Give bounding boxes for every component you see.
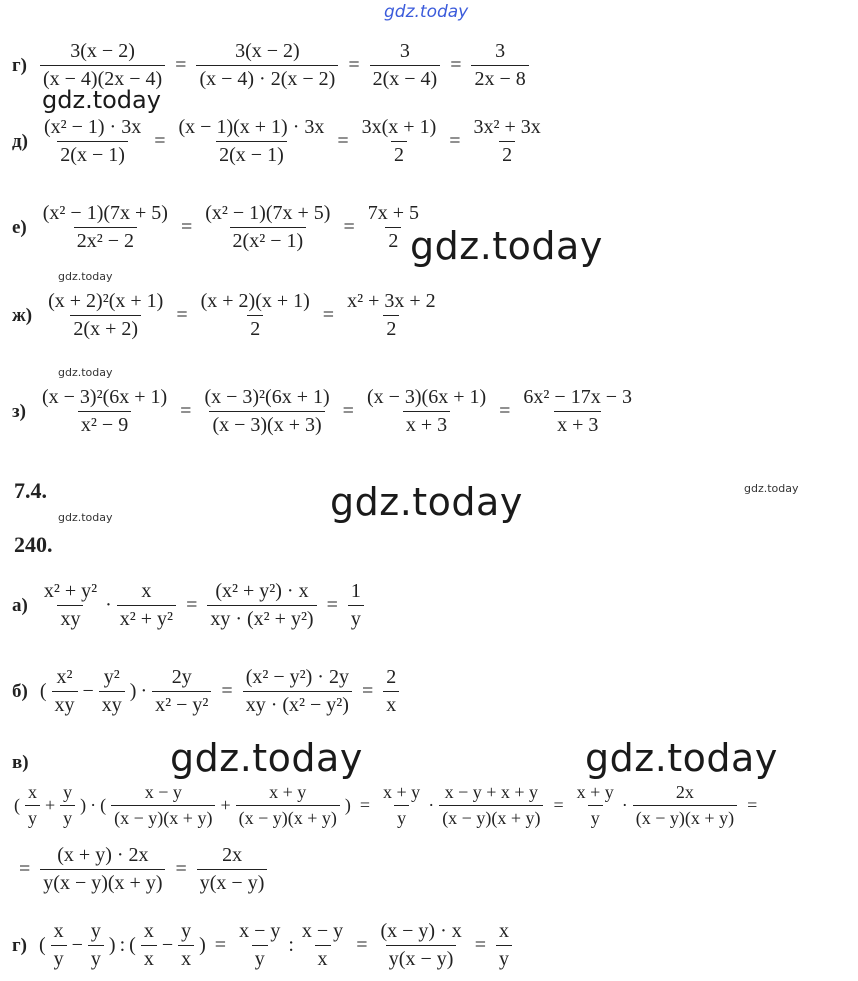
equals-sign: = xyxy=(361,680,374,702)
fraction xyxy=(99,666,125,717)
fraction xyxy=(380,782,423,829)
denominator: y xyxy=(394,805,409,829)
watermark: gdz.today xyxy=(58,511,113,524)
fraction xyxy=(51,920,67,971)
item-label: д) xyxy=(12,130,28,152)
denominator: y xyxy=(60,805,75,829)
numerator: x − y xyxy=(239,920,281,942)
equation-line-g1 xyxy=(12,40,532,91)
numerator: x − y xyxy=(144,782,182,802)
watermark: gdz.today xyxy=(744,482,799,495)
equation-line-v1 xyxy=(12,782,764,829)
fraction xyxy=(365,202,422,253)
equation-line-d xyxy=(12,116,547,167)
fraction xyxy=(117,580,176,631)
fraction xyxy=(471,40,528,91)
denominator: xy xyxy=(52,691,78,717)
numerator: 3x(x + 1) xyxy=(361,116,437,138)
equals-sign: = xyxy=(154,130,166,152)
division-sign: : xyxy=(119,934,126,956)
fraction xyxy=(299,920,346,971)
numerator: x xyxy=(143,920,154,942)
denominator: 2(x + 2) xyxy=(70,315,141,341)
numerator: (x − y) · x xyxy=(380,920,462,942)
equals-sign: = xyxy=(221,680,233,702)
numerator: x xyxy=(53,920,64,942)
numerator: x xyxy=(499,920,510,942)
watermark: gdz.today xyxy=(585,736,778,780)
fraction xyxy=(152,666,211,717)
numerator: (x² − 1) · 3x xyxy=(43,116,142,138)
numerator: x + y xyxy=(383,782,421,802)
item-label: ж) xyxy=(12,304,33,326)
numerator: (x − 3)(6x + 1) xyxy=(366,386,487,408)
numerator: (x² − y²) · 2y xyxy=(245,666,349,688)
fraction xyxy=(370,40,441,91)
denominator: 2x − 8 xyxy=(471,65,528,91)
minus-sign: − xyxy=(161,934,174,956)
item-label: г) xyxy=(12,934,27,956)
denominator: (x − 3)(x + 3) xyxy=(209,411,324,437)
numerator: x² + y² xyxy=(43,580,98,602)
item-label: а) xyxy=(12,594,28,616)
fraction xyxy=(439,782,543,829)
paren-open: ( xyxy=(38,934,46,956)
numerator: y² xyxy=(103,666,120,688)
fraction xyxy=(178,920,194,971)
equals-sign: = xyxy=(348,54,360,76)
numerator: 7x + 5 xyxy=(367,202,420,224)
section-heading: 7.4. xyxy=(14,478,47,503)
numerator: x² + 3x + 2 xyxy=(347,290,436,312)
fraction xyxy=(383,666,399,717)
equals-sign: = xyxy=(322,304,335,326)
paren-close: ) xyxy=(129,680,137,702)
fraction xyxy=(243,666,352,717)
numerator: (x + 2)²(x + 1) xyxy=(48,290,164,312)
denominator: (x − y)(x + y) xyxy=(111,805,215,829)
fraction xyxy=(197,844,268,895)
numerator: (x − 1)(x + 1) · 3x xyxy=(178,116,325,138)
denominator: 2 xyxy=(385,227,401,253)
numerator: 3x² + 3x xyxy=(473,116,541,138)
numerator: 3 xyxy=(495,40,506,62)
denominator: y(x − y)(x + y) xyxy=(40,869,165,895)
denominator: (x − y)(x + y) xyxy=(439,805,543,829)
fraction xyxy=(41,116,144,167)
fraction xyxy=(176,116,328,167)
multiply-sign: · xyxy=(428,795,435,815)
equals-sign: = xyxy=(176,304,188,326)
equals-sign: = xyxy=(19,858,31,880)
fraction xyxy=(198,290,313,341)
equals-sign: = xyxy=(356,934,368,956)
denominator: x² − y² xyxy=(152,691,211,717)
denominator: 2 xyxy=(383,315,399,341)
denominator: xy · (x² + y²) xyxy=(207,605,316,631)
denominator: 2(x − 1) xyxy=(57,141,128,167)
item-label: б) xyxy=(12,680,28,702)
minus-sign: − xyxy=(82,680,94,702)
fraction xyxy=(40,844,165,895)
equation-line-v-label xyxy=(12,752,39,774)
denominator: 2(x − 4) xyxy=(370,65,441,91)
fraction xyxy=(45,290,166,341)
fraction xyxy=(344,290,439,341)
equation-line-g2 xyxy=(12,920,515,971)
numerator: 2 xyxy=(386,666,397,688)
numerator: 1 xyxy=(350,580,361,602)
denominator: x xyxy=(178,945,194,971)
equals-sign: = xyxy=(499,400,511,422)
denominator: x² + y² xyxy=(117,605,176,631)
fraction xyxy=(39,386,170,437)
numerator: 3 xyxy=(399,40,410,62)
fraction xyxy=(41,580,100,631)
denominator: y xyxy=(588,805,603,829)
denominator: 2(x − 1) xyxy=(216,141,287,167)
equals-sign: = xyxy=(449,130,461,152)
numerator: x² xyxy=(56,666,73,688)
numerator: x xyxy=(28,782,37,802)
paren-open: ( xyxy=(39,680,47,702)
minus-sign: − xyxy=(71,934,83,956)
fraction xyxy=(207,580,316,631)
numerator: (x + y) · 2x xyxy=(57,844,149,866)
numerator: (x² + y²) · x xyxy=(215,580,309,602)
denominator: (x − y)(x + y) xyxy=(236,805,340,829)
multiply-sign: · xyxy=(90,795,97,815)
multiply-sign: · xyxy=(140,680,148,702)
numerator: 6x² − 17x − 3 xyxy=(523,386,632,408)
item-label: е) xyxy=(12,216,27,238)
fraction xyxy=(196,40,338,91)
fraction xyxy=(377,920,464,971)
numerator: x − y + x + y xyxy=(444,782,539,802)
denominator: x + 3 xyxy=(403,411,450,437)
multiply-sign: · xyxy=(621,795,628,815)
fraction xyxy=(25,782,40,829)
equals-sign: = xyxy=(180,216,193,238)
denominator: xy · (x² − y²) xyxy=(243,691,352,717)
numerator: 2x xyxy=(222,844,243,866)
fraction xyxy=(202,202,333,253)
numerator: (x − 3)²(6x + 1) xyxy=(41,386,168,408)
equals-sign: = xyxy=(342,400,354,422)
equals-sign: = xyxy=(337,130,349,152)
fraction xyxy=(88,920,104,971)
denominator: 2 xyxy=(499,141,515,167)
fraction xyxy=(236,920,283,971)
denominator: x xyxy=(383,691,399,717)
denominator: y xyxy=(88,945,104,971)
denominator: xy xyxy=(99,691,125,717)
watermark-top: gdz.today xyxy=(384,2,469,22)
item-label: в) xyxy=(12,752,29,773)
equals-sign: = xyxy=(747,795,758,815)
equals-sign: = xyxy=(186,594,198,616)
denominator: (x − 4) · 2(x − 2) xyxy=(196,65,338,91)
denominator: y xyxy=(25,805,40,829)
paren-close: ) xyxy=(344,795,351,815)
paren-open: ( xyxy=(100,795,107,815)
numerator: x + y xyxy=(576,782,614,802)
numerator: 2y xyxy=(171,666,192,688)
fraction xyxy=(40,40,165,91)
numerator: x xyxy=(141,580,152,602)
fraction xyxy=(348,580,364,631)
fraction xyxy=(201,386,332,437)
watermark: gdz.today xyxy=(170,736,363,780)
denominator: (x − 4)(2x − 4) xyxy=(40,65,165,91)
denominator: y(x − y) xyxy=(197,869,268,895)
equation-line-zh xyxy=(12,290,442,341)
equation-line-b xyxy=(12,666,402,717)
fraction xyxy=(359,116,440,167)
fraction xyxy=(52,666,78,717)
equals-sign: = xyxy=(175,858,187,880)
item-label: г) xyxy=(12,54,27,76)
denominator: x xyxy=(315,945,331,971)
paren-close: ) xyxy=(108,934,116,956)
fraction xyxy=(471,116,544,167)
numerator: 3(x − 2) xyxy=(235,40,300,62)
watermark: gdz.today xyxy=(410,224,603,268)
multiply-sign: · xyxy=(105,594,112,616)
equals-sign: = xyxy=(343,216,355,238)
denominator: (x − y)(x + y) xyxy=(633,805,737,829)
fraction xyxy=(236,782,340,829)
denominator: 2x² − 2 xyxy=(74,227,137,253)
equation-line-a xyxy=(12,580,367,631)
watermark: gdz.today xyxy=(330,480,523,524)
denominator: x + 3 xyxy=(554,411,601,437)
denominator: x xyxy=(141,945,157,971)
equals-sign: = xyxy=(553,795,564,815)
denominator: y xyxy=(51,945,67,971)
fraction xyxy=(496,920,512,971)
denominator: y xyxy=(252,945,268,971)
fraction xyxy=(633,782,737,829)
numerator: 3(x − 2) xyxy=(70,40,135,62)
equation-line-e xyxy=(12,202,425,253)
plus-sign: + xyxy=(220,795,231,815)
watermark: gdz.today xyxy=(58,366,113,379)
denominator: y(x − y) xyxy=(386,945,457,971)
numerator: x + y xyxy=(269,782,307,802)
fraction xyxy=(364,386,489,437)
equation-line-z xyxy=(12,386,638,437)
fraction xyxy=(141,920,157,971)
numerator: (x − 3)²(6x + 1) xyxy=(204,386,330,408)
fraction xyxy=(111,782,215,829)
paren-close: ) xyxy=(199,934,206,956)
equals-sign: = xyxy=(175,54,187,76)
plus-sign: + xyxy=(45,795,56,815)
denominator: 2(x² − 1) xyxy=(230,227,307,253)
denominator: y xyxy=(496,945,512,971)
division-sign: : xyxy=(288,934,294,956)
denominator: 2 xyxy=(391,141,407,167)
equals-sign: = xyxy=(474,934,487,956)
equals-sign: = xyxy=(326,594,338,616)
numerator: (x² − 1)(7x + 5) xyxy=(42,202,168,224)
fraction xyxy=(520,386,635,437)
numerator: (x² − 1)(7x + 5) xyxy=(205,202,331,224)
watermark: gdz.today xyxy=(42,86,161,114)
paren-open: ( xyxy=(129,934,136,956)
denominator: x² − 9 xyxy=(78,411,131,437)
fraction xyxy=(40,202,171,253)
problem-number: 240. xyxy=(14,532,53,557)
equals-sign: = xyxy=(450,54,462,76)
paren-close: ) xyxy=(80,795,87,815)
equation-line-v2 xyxy=(12,844,270,895)
denominator: 2 xyxy=(247,315,263,341)
numerator: y xyxy=(63,782,73,802)
fraction xyxy=(60,782,75,829)
numerator: y xyxy=(181,920,192,942)
fraction xyxy=(574,782,617,829)
numerator: 2x xyxy=(675,782,694,802)
equals-sign: = xyxy=(359,795,371,815)
item-label: з) xyxy=(12,400,26,422)
equals-sign: = xyxy=(214,934,227,956)
denominator: y xyxy=(348,605,364,631)
equals-sign: = xyxy=(180,400,192,422)
numerator: (x + 2)(x + 1) xyxy=(200,290,310,312)
denominator: xy xyxy=(57,605,83,631)
paren-open: ( xyxy=(14,795,20,815)
watermark: gdz.today xyxy=(58,270,113,283)
numerator: y xyxy=(90,920,101,942)
numerator: x − y xyxy=(301,920,344,942)
